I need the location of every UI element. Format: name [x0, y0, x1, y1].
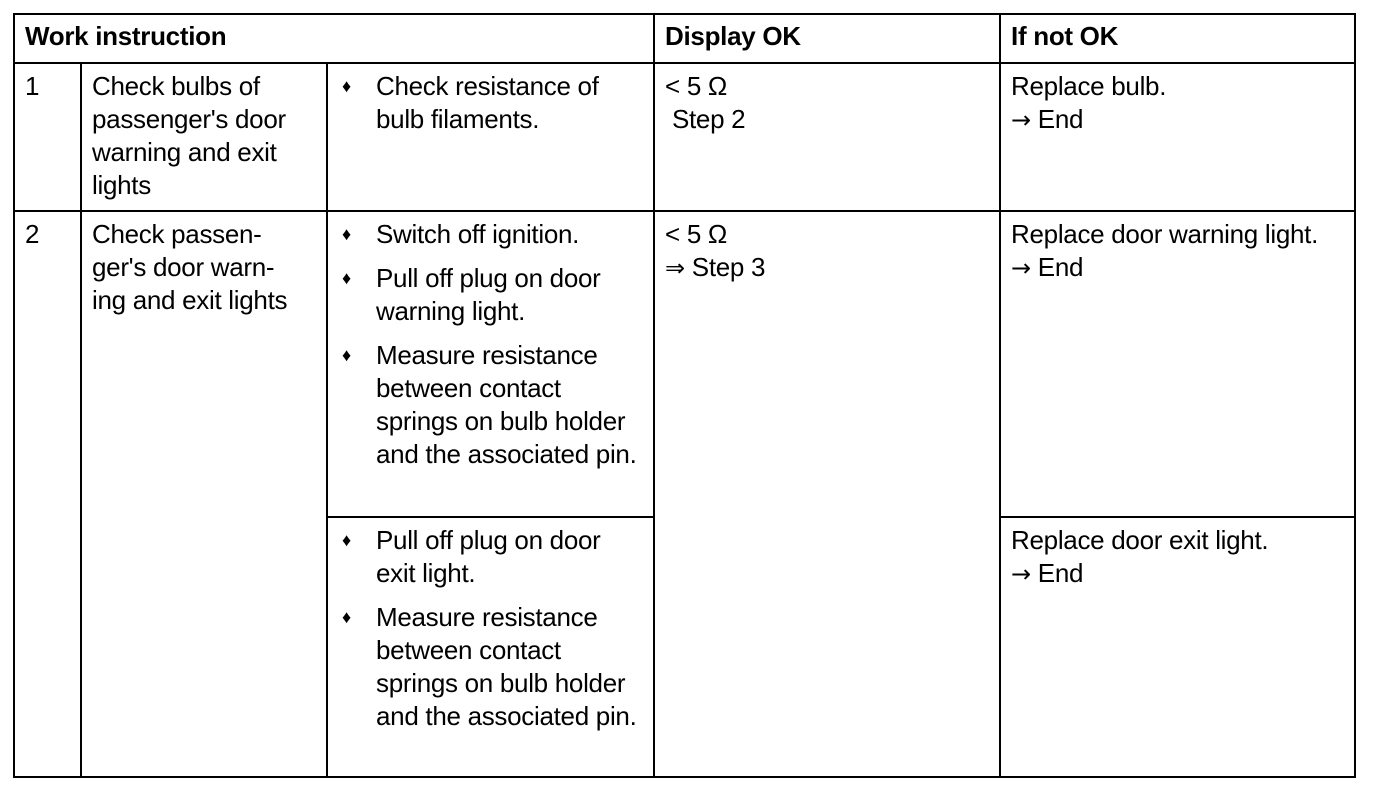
- if-not-ok-cell: [1000, 63, 1355, 211]
- list-item: [338, 262, 643, 328]
- display-ok-header: Display OK: [654, 14, 1000, 63]
- step-instructions: [327, 517, 654, 777]
- list-item: [338, 601, 643, 733]
- instruction-text: Pull off plug on door warning light.: [376, 263, 601, 326]
- instruction-text: Pull off plug on door exit light.: [376, 525, 601, 588]
- display-ok-value: < 5 Ω: [665, 219, 728, 249]
- step-description: [81, 63, 327, 211]
- display-ok-cell: [654, 63, 1000, 211]
- step-number: 1: [14, 63, 81, 211]
- step-description-text: Check bulbs of passenger's door warning and exit lights: [92, 71, 286, 200]
- arrow-right-icon: →: [1011, 560, 1031, 588]
- double-arrow-right-icon: ⇒: [665, 254, 685, 282]
- work-instruction-header: Work instruction: [14, 14, 654, 63]
- list-item: [338, 218, 643, 251]
- step-instructions: [327, 63, 654, 211]
- header-row: [14, 14, 1355, 63]
- display-ok-value: < 5 Ω: [665, 71, 728, 101]
- if-not-ok-cell: [1000, 211, 1355, 517]
- diamond-bullet-icon: ♦: [342, 607, 351, 627]
- table-row: [14, 63, 1355, 211]
- display-ok-next: Step 2: [671, 104, 746, 134]
- if-not-ok-next: → End: [1011, 558, 1084, 588]
- instruction-text: Check resistance of bulb filaments.: [376, 71, 599, 134]
- if-not-ok-action: Replace bulb.: [1011, 71, 1167, 101]
- arrow-right-icon: →: [1011, 106, 1031, 134]
- list-item: [338, 524, 643, 590]
- if-not-ok-next: → End: [1011, 252, 1084, 282]
- step-description-text: Check passen- ger's door warn- ing and exit lights: [92, 219, 288, 315]
- if-not-ok-action: Replace door exit light.: [1011, 525, 1269, 555]
- instruction-text: Measure resistance between contact springs on bulb holder and the associated pin.: [376, 340, 637, 469]
- step-description: [81, 211, 327, 777]
- arrow-right-icon: →: [1011, 254, 1031, 282]
- if-not-ok-next: → End: [1011, 104, 1084, 134]
- step-number: 2: [14, 211, 81, 777]
- diamond-bullet-icon: ♦: [342, 268, 351, 288]
- if-not-ok-cell: [1000, 517, 1355, 777]
- table-row: [14, 211, 1355, 517]
- diamond-bullet-icon: ♦: [342, 345, 351, 365]
- diamond-bullet-icon: ♦: [342, 224, 351, 244]
- instruction-text: Switch off ignition.: [376, 219, 580, 249]
- if-not-ok-header: If not OK: [1000, 14, 1355, 63]
- diamond-bullet-icon: ♦: [342, 76, 351, 96]
- list-item: [338, 70, 643, 136]
- list-item: [338, 339, 643, 471]
- if-not-ok-action: Replace door warning light.: [1011, 219, 1319, 249]
- display-ok-cell: [654, 211, 1000, 777]
- diamond-bullet-icon: ♦: [342, 530, 351, 550]
- work-instruction-table: [13, 13, 1356, 778]
- instruction-text: Measure resistance between contact springs on bulb holder and the associated pin.: [376, 602, 637, 731]
- display-ok-next: ⇒ Step 3: [665, 252, 766, 282]
- step-instructions: [327, 211, 654, 517]
